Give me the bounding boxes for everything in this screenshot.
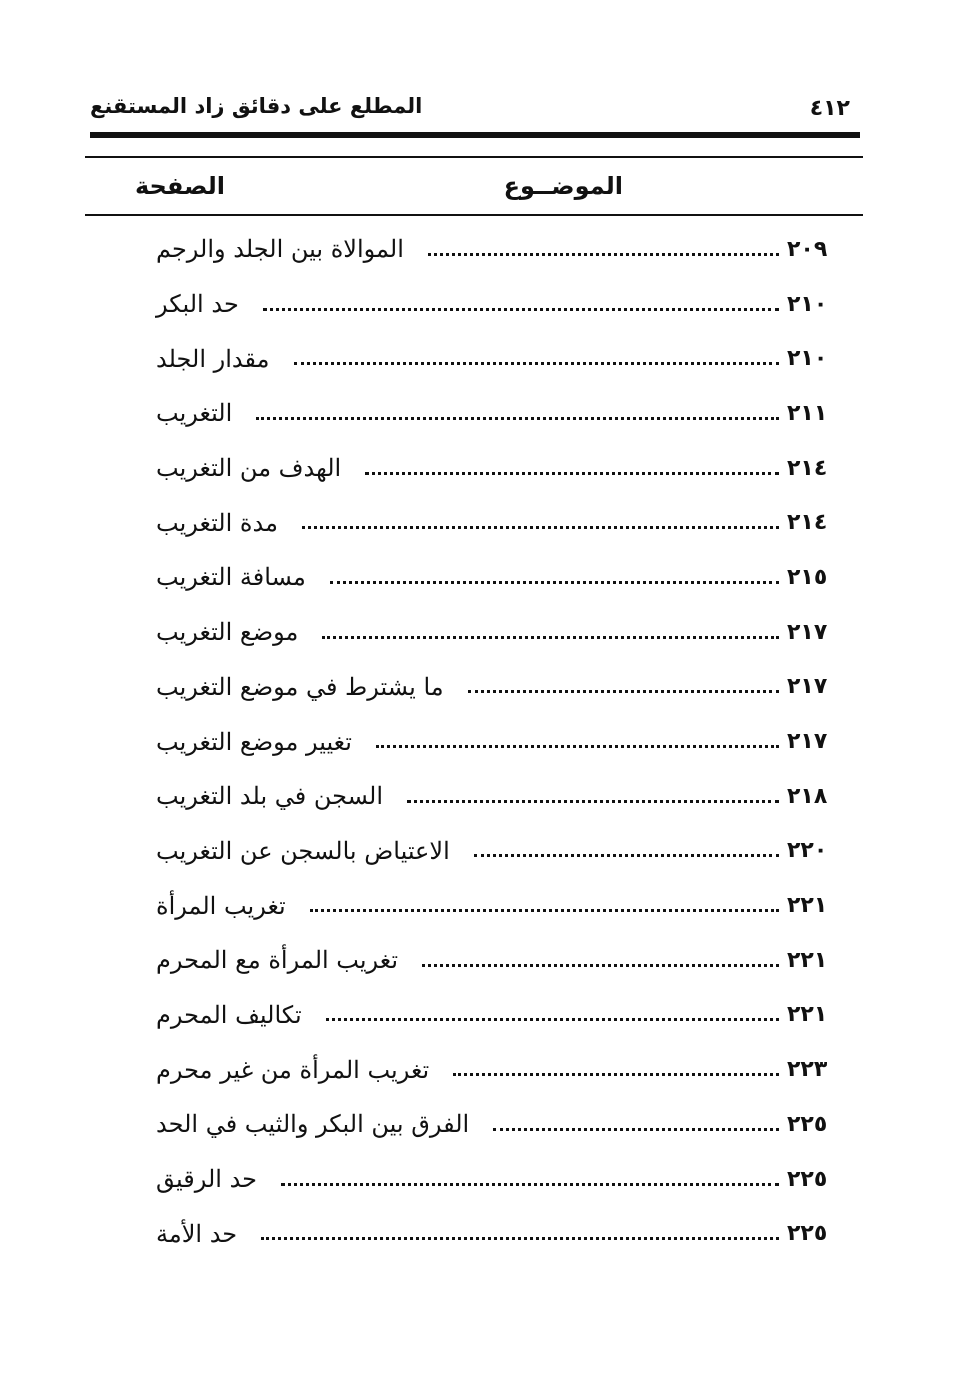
toc-entry [150,277,857,332]
toc-entry [150,331,857,386]
toc-dot-leader [302,526,779,529]
page-number: ٤١٢ [809,96,850,121]
toc-dot-leader [407,800,779,803]
toc-dot-leader [330,581,779,584]
header-rule-thick [90,132,860,138]
toc-dot-leader [322,636,779,639]
toc-entry [150,441,857,496]
toc-entry [150,660,857,715]
running-header [90,92,850,132]
toc-entry-title: ما يشترط في موضع التغريب [156,672,444,701]
toc-entry-title: تغريب المرأة [156,891,286,920]
toc-entry-title: مدة التغريب [156,508,278,537]
toc-entry [150,1206,857,1261]
toc-entry [150,1097,857,1152]
toc-entry-page: ٢٢٣ [787,1057,828,1083]
toc-entry-title: تغيير موضع التغريب [156,727,352,756]
toc-entry-page: ٢١٠ [787,346,828,372]
toc-dot-leader [256,417,779,420]
toc-entry-page: ٢١٨ [787,783,828,809]
column-headers [85,166,863,216]
toc-entry-title: موضع التغريب [156,618,299,647]
toc-entry-page: ٢٠٩ [787,236,828,262]
toc-entry-page: ٢٢٥ [787,1111,828,1137]
toc-entry-title: الموالاة بين الجلد والرجم [156,235,404,264]
toc-entry-page: ٢١١ [787,400,828,426]
toc-entry-page: ٢٢١ [787,893,828,919]
column-header-topic: الموضــوع [503,172,623,200]
toc-entry-title: مسافة التغريب [156,563,306,592]
toc-entry-page: ٢١٧ [787,619,828,645]
toc-entry-page: ٢١٤ [787,510,828,536]
toc-entry-page: ٢٢٥ [787,1221,828,1247]
toc-entry-page: ٢٢١ [787,1002,828,1028]
toc-dot-leader [493,1128,779,1131]
toc-dot-leader [294,362,780,365]
toc-entry [150,550,857,605]
column-header-page: الصفحة [135,172,226,200]
toc-entry-page: ٢١٥ [787,564,828,590]
toc-entry [150,824,857,879]
toc-dot-leader [474,854,779,857]
toc-entry-title: حد الأمة [156,1219,238,1248]
toc-entry [150,988,857,1043]
toc-entry-page: ٢١٤ [787,455,828,481]
toc-dot-leader [326,1018,779,1021]
toc-entry-page: ٢٢١ [787,947,828,973]
toc-entry [150,605,857,660]
toc-entry-page: ٢١٠ [787,291,828,317]
toc-entry-title: حد الرقيق [156,1165,258,1194]
toc-entry [150,386,857,441]
toc-entry-page: ٢١٧ [787,674,828,700]
toc-entry-title: السجن في بلد التغريب [156,782,384,811]
toc-entry [150,714,857,769]
table-of-contents [150,222,857,1261]
toc-entry-title: الهدف من التغريب [156,454,342,483]
toc-entry-title: حد البكر [156,290,239,319]
toc-entry [150,878,857,933]
toc-entry-title: التغريب [156,399,233,428]
toc-entry-page: ٢٢٠ [787,838,828,864]
toc-dot-leader [261,1237,779,1240]
header-rule-thin [85,156,863,158]
toc-entry [150,769,857,824]
toc-entry-title: مقدار الجلد [156,344,270,373]
toc-entry [150,933,857,988]
toc-dot-leader [376,745,779,748]
toc-entry-title: تكاليف المحرم [156,1000,302,1029]
toc-dot-leader [281,1183,779,1186]
toc-dot-leader [428,253,779,256]
column-header-rule [85,214,863,216]
toc-entry-title: الفرق بين البكر والثيب في الحد [156,1110,470,1139]
toc-entry [150,222,857,277]
toc-dot-leader [422,964,779,967]
toc-entry-page: ٢٢٥ [787,1166,828,1192]
toc-entry-title: تغريب المرأة من غير محرم [156,1055,430,1084]
toc-entry-title: تغريب المرأة مع المحرم [156,946,399,975]
toc-entry-page: ٢١٧ [787,729,828,755]
toc-dot-leader [310,909,779,912]
toc-entry [150,495,857,550]
toc-entry [150,1042,857,1097]
toc-dot-leader [263,308,779,311]
toc-dot-leader [468,690,779,693]
book-title: المطلع على دقائق زاد المستقنع [90,94,423,118]
toc-entry-title: الاعتياض بالسجن عن التغريب [156,836,450,865]
toc-dot-leader [365,472,779,475]
toc-dot-leader [453,1073,779,1076]
toc-entry [150,1152,857,1207]
